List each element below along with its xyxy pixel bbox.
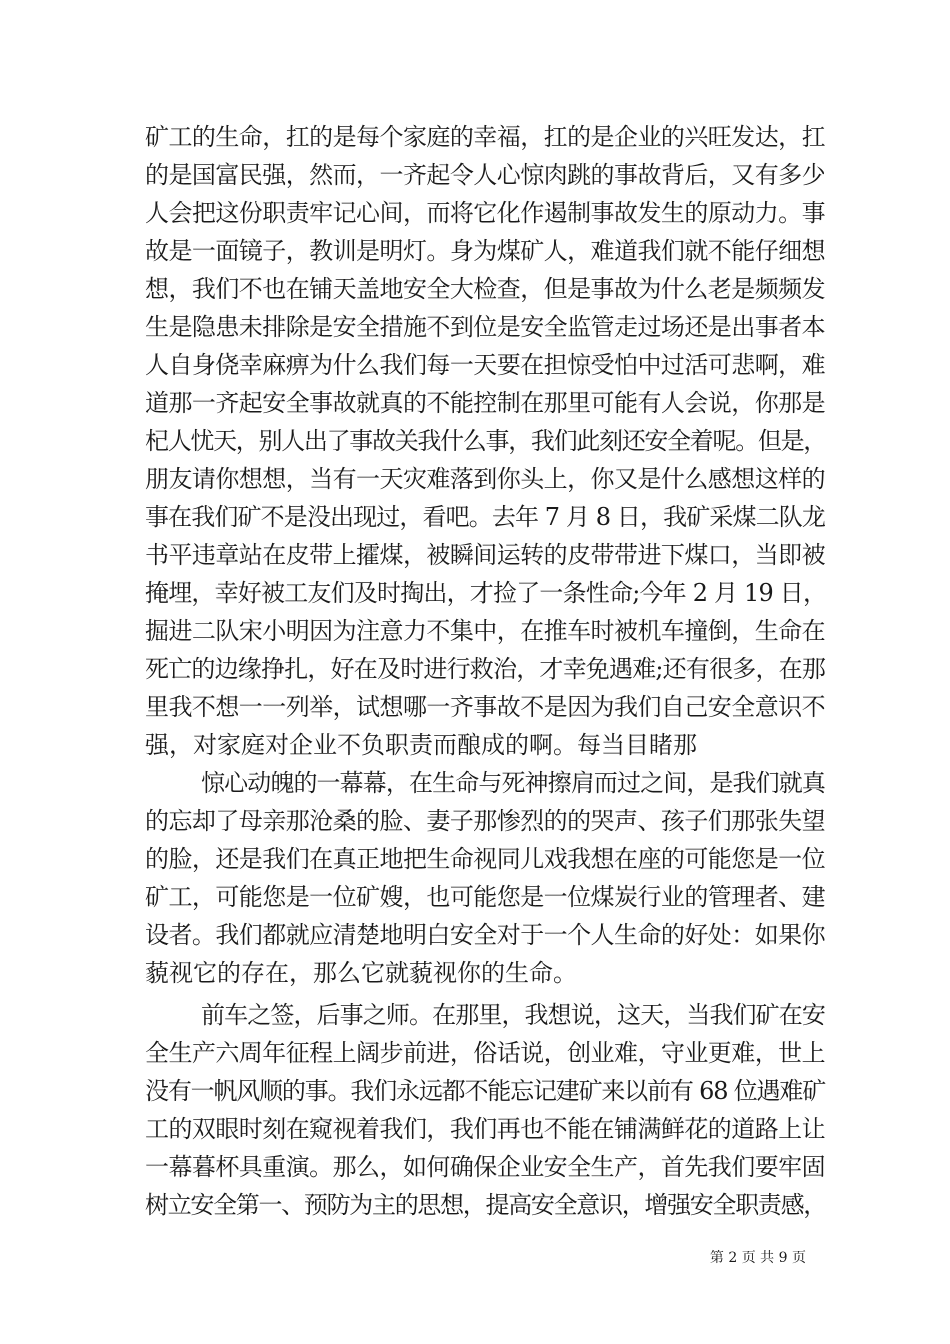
text-line: 设者。我们都就应清楚地明白安全对于一个人生命的好处：如果你 — [145, 921, 825, 949]
text-line: 的脸，还是我们在真正地把生命视同儿戏我想在座的可能您是一位 — [145, 845, 825, 873]
text-line: 书平违章站在皮带上攉煤，被瞬间运转的皮带带进下煤口，当即被 — [145, 541, 825, 569]
text-line: 的是国富民强，然而，一齐起令人心惊肉跳的事故背后，又有多少 — [145, 161, 825, 189]
text-line: 前车之签，后事之师。在那里，我想说，这天，当我们矿在安 — [201, 1001, 825, 1029]
text-line: 掘进二队宋小明因为注意力不集中，在推车时被机车撞倒，生命在 — [145, 617, 825, 645]
text-line: 事在我们矿不是没出现过，看吧。去年 7 月 8 日，我矿采煤二队龙 — [145, 503, 825, 531]
text-line: 树立安全第一、预防为主的思想，提高安全意识，增强安全职责感， — [145, 1191, 826, 1219]
text-line: 想，我们不也在铺天盖地安全大检查，但是事故为什么老是频频发 — [145, 275, 825, 303]
text-line: 一幕暮杯具重演。那么，如何确保企业安全生产，首先我们要牢固 — [145, 1153, 825, 1181]
text-line: 人自身侥幸麻痹为什么我们每一天要在担惊受怕中过活可悲啊，难 — [145, 351, 825, 379]
text-line: 矿工，可能您是一位矿嫂，也可能您是一位煤炭行业的管理者、建 — [145, 883, 825, 911]
text-line: 强，对家庭对企业不负职责而酿成的啊。每当目睹那 — [145, 731, 697, 759]
text-line: 矿工的生命，扛的是每个家庭的幸福，扛的是企业的兴旺发达，扛 — [145, 123, 825, 151]
text-line: 生是隐患未排除是安全措施不到位是安全监管走过场还是出事者本 — [145, 313, 825, 341]
text-line: 工的双眼时刻在窥视着我们，我们再也不能在铺满鲜花的道路上让 — [145, 1115, 825, 1143]
text-line: 惊心动魄的一幕幕，在生命与死神擦肩而过之间，是我们就真 — [201, 769, 825, 797]
text-line: 杞人忧天，别人出了事故关我什么事，我们此刻还安全着呢。但是， — [145, 427, 826, 455]
text-line: 里我不想一一列举，试想哪一齐事故不是因为我们自己安全意识不 — [145, 693, 825, 721]
text-line: 掩埋，幸好被工友们及时掏出，才捡了一条性命;今年 2 月 19 日， — [145, 579, 827, 607]
text-line: 故是一面镜子，教训是明灯。身为煤矿人，难道我们就不能仔细想 — [145, 237, 825, 265]
text-line: 藐视它的存在，那么它就藐视你的生命。 — [145, 959, 577, 987]
text-line: 没有一帆风顺的事。我们永远都不能忘记建矿来以前有 68 位遇难矿 — [145, 1077, 825, 1105]
text-line: 的忘却了母亲那沧桑的脸、妻子那惨烈的的哭声、孩子们那张失望 — [145, 807, 825, 835]
page-number: 第 2 页 共 9 页 — [709, 1250, 806, 1266]
text-line: 朋友请你想想，当有一天灾难落到你头上，你又是什么感想这样的 — [145, 465, 825, 493]
text-line: 道那一齐起安全事故就真的不能控制在那里可能有人会说，你那是 — [145, 389, 825, 417]
text-line: 死亡的边缘挣扎，好在及时进行救治，才幸免遇难;还有很多，在那 — [145, 655, 826, 683]
text-line: 全生产六周年征程上阔步前进，俗话说，创业难，守业更难，世上 — [145, 1039, 825, 1067]
text-line: 人会把这份职责牢记心间，而将它化作遏制事故发生的原动力。事 — [145, 199, 825, 227]
